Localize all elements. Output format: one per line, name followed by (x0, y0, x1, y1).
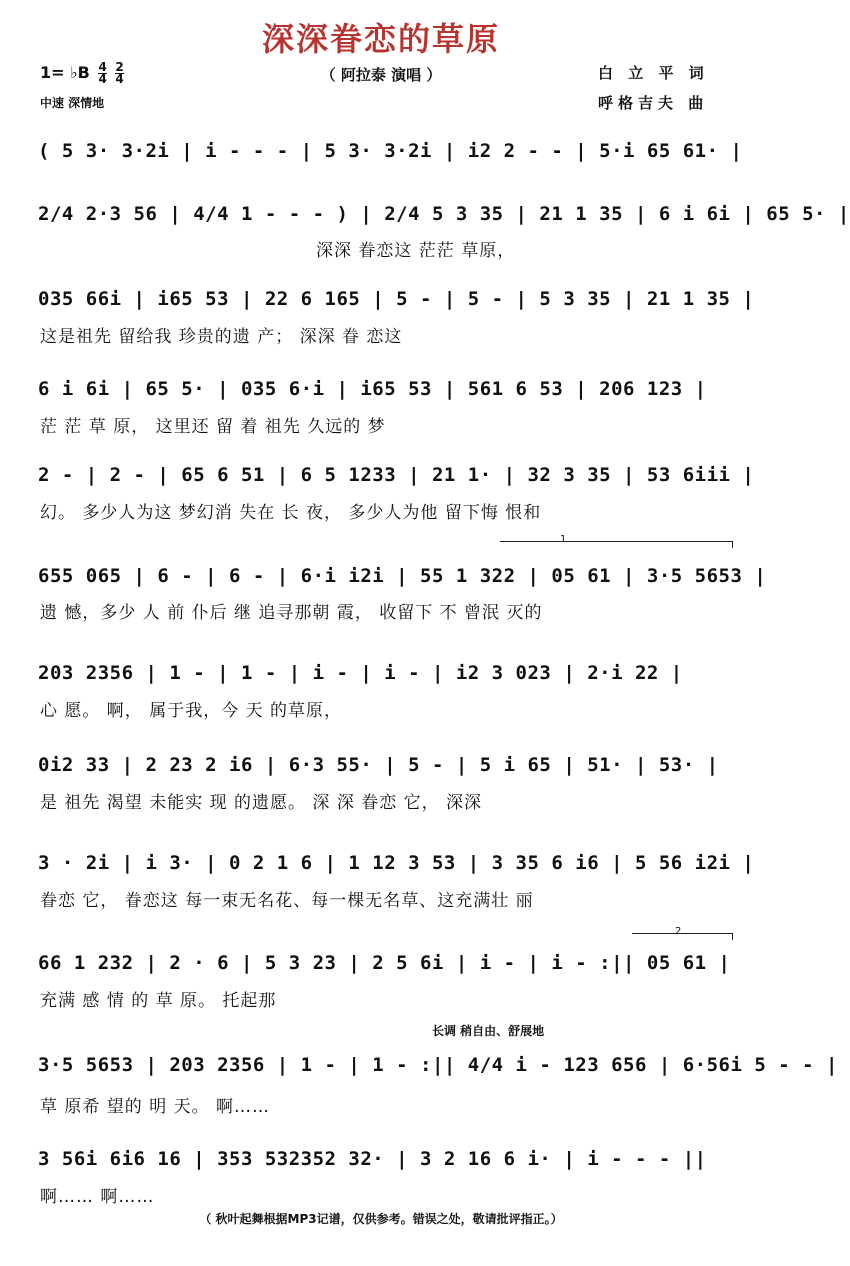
composer-credit: 呼格吉夫 曲 (598, 94, 709, 112)
score-row-12-lyrics: 啊…… 啊…… (40, 1187, 155, 1207)
score-row-10-lyrics: 充满 感 情 的 草 原。 托起那 (40, 991, 277, 1011)
volta-2-label: 2 (675, 926, 682, 937)
score-row-12-notes: 3 56i 6i6 16 | 353 532352 32· | 3 2 16 6 i· | i - - - || (38, 1148, 707, 1170)
score-row-8-notes: 0i2 33 | 2 23 2 i6 | 6·3 55· | 5 - | 5 i 65 | 51· | 53· | (38, 754, 719, 776)
time-signature-4-4: $\frac{4}{4}$ (98, 60, 107, 86)
volta-2-bracket (632, 933, 733, 940)
score-row-9-lyrics: 眷恋 它， 眷恋这 每一束无名花、每一棵无名草、这充满壮 丽 (40, 891, 534, 911)
score-row-2-notes: 2/4 2·3 56 | 4/4 1 - - - ) | 2/4 5 3 35 | 21 1 35 | 6 i 6i | 65 5· | (38, 203, 850, 225)
score-row-6-lyrics: 遗 憾，多少 人 前 仆后 继 追寻那朝 霞， 收留下 不 曾泯 灭的 (40, 603, 543, 623)
score-row-8-lyrics: 是 祖先 渴望 未能实 现 的遗愿。 深 深 眷恋 它， 深深 (40, 793, 483, 813)
tempo-change-marking: 长调 稍自由、舒展地 (432, 1024, 545, 1038)
lyricist-credit: 白 立 平 词 (598, 64, 709, 82)
score-row-1-notes: ( 5 3· 3·2i | i - - - | 5 3· 3·2i | i2 2 - - | 5·i 65 61· | (38, 140, 743, 162)
score-row-4-notes: 6 i 6i | 65 5· | 035 6·i | i65 53 | 561 6 53 | 206 123 | (38, 378, 707, 400)
tempo-marking: 中速 深情地 (40, 96, 105, 110)
volta-1-bracket (500, 541, 733, 548)
score-row-3-lyrics: 这是祖先 留给我 珍贵的遗 产； 深深 眷 恋这 (40, 327, 403, 347)
score-row-2-lyrics: 深深 眷恋这 茫茫 草原， (316, 241, 516, 261)
score-row-10-notes: 66 1 232 | 2 · 6 | 5 3 23 | 2 5 6i | i - | i - :|| 05 61 | (38, 952, 731, 974)
key-label: 1= ♭B (40, 63, 90, 82)
score-row-6-notes: 655 065 | 6 - | 6 - | 6·i i2i | 55 1 322 | 05 61 | 3·5 5653 | (38, 565, 767, 587)
score-row-11-lyrics: 草 原希 望的 明 天。 啊…… (40, 1097, 271, 1117)
score-row-7-lyrics: 心 愿。 啊， 属于我，今 天 的草原， (40, 701, 343, 721)
time-signature-2-4: $\frac{2}{4}$ (115, 60, 124, 86)
transcription-footnote: （ 秋叶起舞根据MP3记谱，仅供参考。错误之处，敬请批评指正。） (199, 1212, 563, 1226)
score-row-5-lyrics: 幻。 多少人为这 梦幻消 失在 长 夜， 多少人为他 留下悔 恨和 (40, 503, 542, 523)
score-row-5-notes: 2 - | 2 - | 65 6 51 | 6 5 1233 | 21 1· | 32 3 35 | 53 6iii | (38, 464, 755, 486)
score-row-7-notes: 203 2356 | 1 - | 1 - | i - | i - | i2 3 023 | 2·i 22 | (38, 662, 683, 684)
volta-1-label: 1 (560, 534, 567, 545)
singer-credit: （ 阿拉泰 演唱 ） (320, 66, 442, 84)
score-row-11-notes: 3·5 5653 | 203 2356 | 1 - | 1 - :|| 4/4 i - 123 656 | 6·56i 5 - - | (38, 1054, 838, 1076)
score-row-3-notes: 035 66i | i65 53 | 22 6 165 | 5 - | 5 - | 5 3 35 | 21 1 35 | (38, 288, 755, 310)
score-row-4-lyrics: 茫 茫 草 原， 这里还 留 着 祖先 久远的 梦 (40, 417, 386, 437)
song-title: 深深眷恋的草原 (261, 20, 500, 58)
score-row-9-notes: 3 · 2i | i 3· | 0 2 1 6 | 1 12 3 53 | 3 35 6 i6 | 5 56 i2i | (38, 852, 755, 874)
